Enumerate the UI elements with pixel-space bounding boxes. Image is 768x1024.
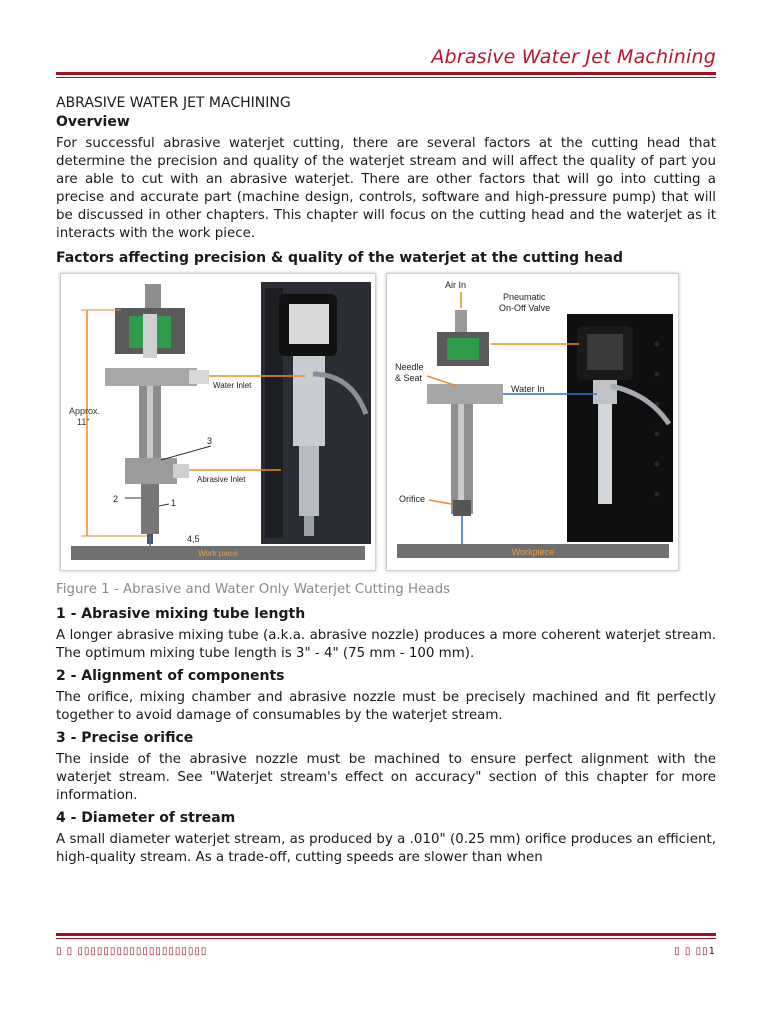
section-heading-1: 1 - Abrasive mixing tube length	[56, 606, 306, 622]
abrasive-head-illustration	[61, 274, 375, 570]
section-text-2: The orifice, mixing chamber and abrasive nozzle must be precisely machined and fit perfectly together to avoid damage of consumables by the waterjet stream.	[56, 690, 716, 723]
water-inlet-label: Water Inlet	[213, 381, 252, 390]
orifice-label: Orifice	[399, 494, 426, 504]
water-only-head-figure	[386, 273, 679, 571]
water-only-head-illustration	[387, 274, 678, 570]
footer-left-text: ▯ ▯ ▯▯▯▯▯▯▯▯▯▯▯▯▯▯▯▯▯▯▯▯	[56, 946, 208, 957]
figure-caption: Figure 1 - Abrasive and Water Only Waterjet Cutting Heads	[56, 582, 451, 597]
page-number: 1	[708, 946, 716, 957]
needle-label-1: Needle	[395, 362, 424, 372]
footer-rule-thin	[56, 938, 716, 939]
section-heading-4: 4 - Diameter of stream	[56, 810, 236, 826]
size-label: 11"	[77, 417, 90, 427]
section-heading-3: 3 - Precise orifice	[56, 730, 194, 746]
callout-45: 4,5	[187, 534, 200, 544]
page-content	[56, 94, 716, 871]
footer-right	[674, 946, 716, 957]
workpiece-label-right: Workpiece	[511, 547, 555, 557]
callout-1: 1	[171, 498, 177, 508]
footer-right-glyphs: ▯ ▯ ▯▯	[674, 946, 709, 957]
intro-paragraph: For successful abrasive waterjet cutting, there are several factors at the cutting head that determine the precision and quality of the waterjet stream and will affect the quality of part you are able to cut with an abrasive waterjet. There are other factors that will go into cutting a precise and accurate part (machine design, controls, software and high-pressure pump) that will be discussed in other chapters. This chapter will focus on the cutting head and the waterjet as it interacts with the work piece.	[56, 136, 716, 241]
section-text-4: A small diameter waterjet stream, as produced by a .010" (0.25 mm) orifice produces an efficient, high-quality stream. As a trade-off, cutting speeds are slower than when	[56, 832, 716, 865]
water-in-label: Water In	[511, 384, 545, 394]
header-rule-thin	[56, 77, 716, 78]
abrasive-inlet-label: Abrasive Inlet	[197, 475, 246, 484]
document-title: ABRASIVE WATER JET MACHINING	[56, 95, 291, 111]
section-heading-2: 2 - Alignment of components	[56, 668, 285, 684]
abrasive-head-figure	[60, 273, 376, 571]
pneumatic-label-2: On-Off Valve	[499, 303, 551, 313]
header-rule-thick	[56, 72, 716, 75]
needle-label-2: & Seat	[395, 373, 423, 383]
callout-3: 3	[207, 436, 213, 446]
footer-rule-thick	[56, 933, 716, 936]
workpiece-label: Work piece	[198, 549, 238, 558]
section-text-1: A longer abrasive mixing tube (a.k.a. abrasive nozzle) produces a more coherent waterjet stream. The optimum mixing tube length is 3" - 4" (75 mm - 100 mm).	[56, 628, 716, 661]
header-title: Abrasive Water Jet Machining	[431, 46, 716, 68]
approx-label: Approx.	[69, 406, 101, 416]
section-text-3: The inside of the abrasive nozzle must be machined to ensure perfect alignment with the waterjet stream. See "Waterjet stream's effect on accuracy" section of this chapter for more information.	[56, 752, 716, 803]
overview-heading: Overview	[56, 114, 130, 130]
figure-row	[56, 273, 716, 573]
pneumatic-label-1: Pneumatic	[503, 292, 546, 302]
factors-heading: Factors affecting precision & quality of the waterjet at the cutting head	[56, 250, 623, 266]
callout-2: 2	[113, 494, 119, 504]
air-in-label: Air In	[445, 280, 467, 290]
